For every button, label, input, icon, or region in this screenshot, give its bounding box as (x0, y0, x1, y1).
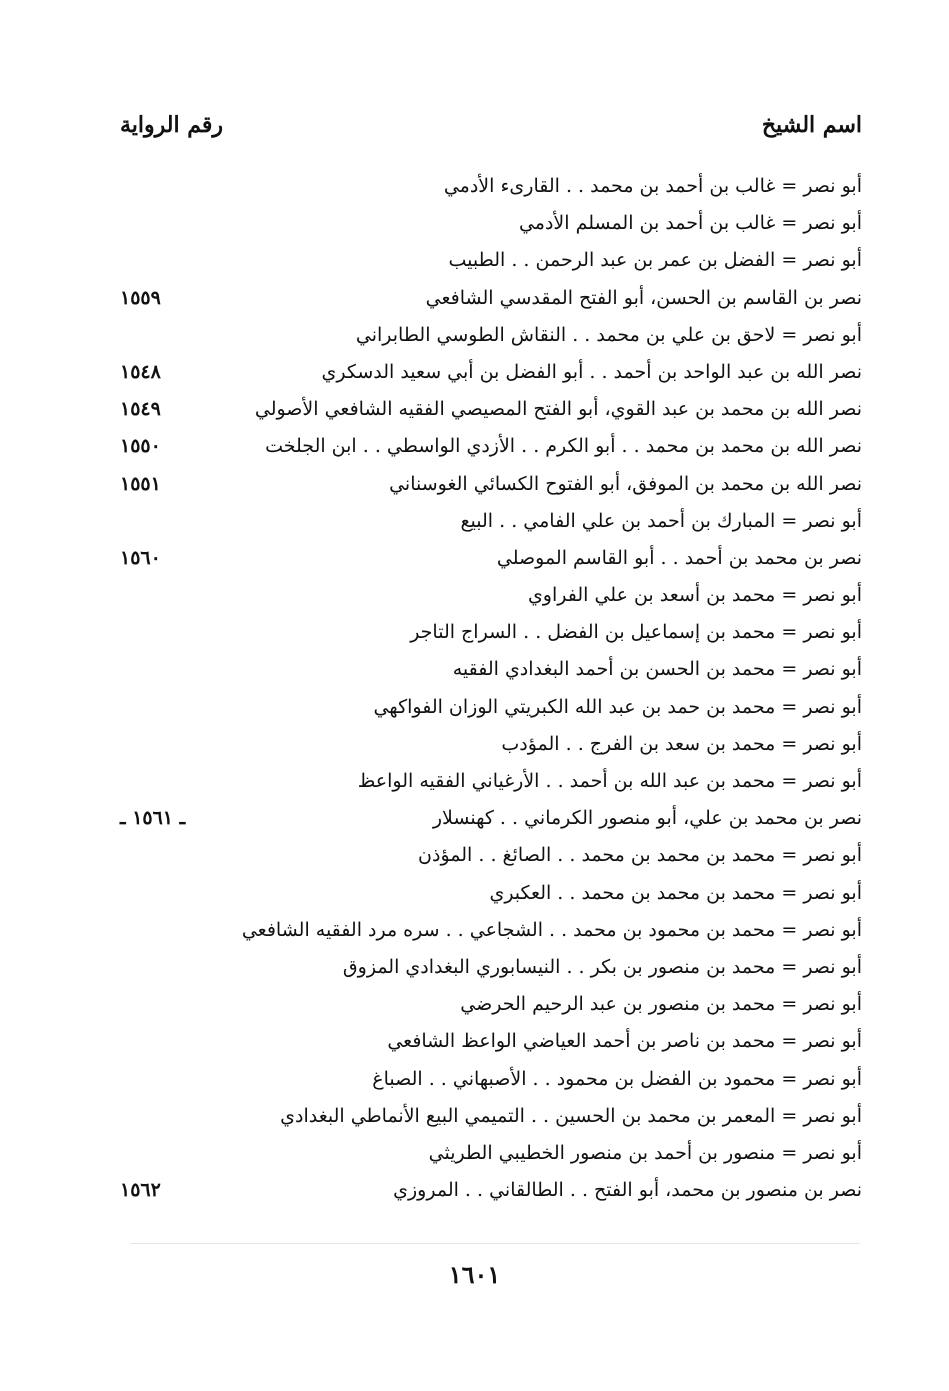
footer-divider (130, 1243, 860, 1244)
narration-number: ١٥٤٨ (120, 360, 161, 383)
sheikh-name: أبو نصر = محمد بن منصور بن عبد الرحيم الحرضي (460, 993, 862, 1016)
narration-number: ١٥٦٢ (120, 1179, 161, 1202)
list-item (120, 317, 862, 354)
sheikh-name: أبو نصر = الفضل بن عمر بن عبد الرحمن . . الطبيب (448, 249, 862, 272)
sheikh-name-column-heading: اسم الشيخ (761, 112, 862, 138)
list-item (120, 1061, 862, 1098)
sheikh-name: أبو نصر = غالب بن أحمد بن محمد . . القارىء الأدمي (443, 175, 862, 197)
sheikh-name: نصر الله بن محمد بن عبد القوي، أبو الفتح المصيصي الفقيه الشافعي الأصولي (254, 398, 862, 421)
list-item (120, 242, 862, 279)
narration-number: ١٥٥٩ (120, 286, 161, 309)
entries-list (120, 168, 862, 1209)
list-item (120, 726, 862, 763)
list-item (120, 391, 862, 428)
narration-number: ١٥٦٠ (120, 546, 161, 569)
list-item (120, 800, 862, 837)
sheikh-name: نصر بن محمد بن أحمد . . أبو القاسم الموصلي (496, 546, 862, 569)
list-item (120, 875, 862, 912)
list-item (120, 1023, 862, 1060)
sheikh-name: أبو نصر = محمد بن منصور بن بكر . . النيسابوري البغدادي المزوق (342, 955, 862, 978)
list-item (120, 949, 862, 986)
sheikh-name: نصر بن منصور بن محمد، أبو الفتح . . الطالقاني . . المروزي (393, 1179, 862, 1202)
list-item (120, 651, 862, 688)
list-item (120, 1098, 862, 1135)
sheikh-name: أبو نصر = المبارك بن أحمد بن علي الفامي . . البيع (460, 509, 862, 532)
list-item (120, 837, 862, 874)
list-item (120, 280, 862, 317)
sheikh-name: أبو نصر = محمد بن أسعد بن علي الفراوي (527, 584, 862, 607)
sheikh-name: أبو نصر = محمد بن محمود بن محمد . . الشجاعي . . سره مرد الفقيه الشافعي (241, 918, 862, 941)
sheikh-name: نصر الله بن محمد بن محمد . . أبو الكرم . . الأزدي الواسطي . . ابن الجلخت (265, 435, 862, 458)
list-item (120, 428, 862, 465)
sheikh-name: أبو نصر = محمد بن ناصر بن أحمد العياضي الواعظ الشافعي (387, 1030, 862, 1053)
list-item (120, 1172, 862, 1209)
narration-number: ١٥٥١ (120, 472, 161, 495)
sheikh-name: نصر الله بن محمد بن الموفق، أبو الفتوح الكسائي الغوسناني (389, 472, 862, 495)
list-item (120, 354, 862, 391)
sheikh-name: أبو نصر = محمد بن سعد بن الفرج . . المؤدب (501, 732, 862, 755)
list-item (120, 577, 862, 614)
sheikh-name: أبو نصر = محمد بن إسماعيل بن الفضل . . السراج التاجر (410, 621, 862, 644)
narration-number-column-heading: رقم الرواية (120, 112, 224, 138)
sheikh-name: نصر بن محمد بن علي، أبو منصور الكرماني . . كهنسلار (432, 807, 862, 830)
sheikh-name: أبو نصر = المعمر بن محمد بن الحسين . . التميمي البيع الأنماطي البغدادي (280, 1104, 862, 1127)
list-item (120, 912, 862, 949)
list-item (120, 689, 862, 726)
sheikh-name: أبو نصر = غالب بن أحمد بن المسلم الأدمي (518, 212, 862, 235)
sheikh-name: أبو نصر = لاحق بن علي بن محمد . . النقاش الطوسي الطابراني (355, 323, 862, 346)
sheikh-name: أبو نصر = محمد بن الحسن بن أحمد البغدادي الفقيه (452, 658, 862, 681)
narration-number: ١٥٥٠ (120, 435, 161, 458)
sheikh-name: نصر بن القاسم بن الحسن، أبو الفتح المقدسي الشافعي (425, 286, 862, 309)
list-item (120, 763, 862, 800)
list-item (120, 540, 862, 577)
list-item (120, 503, 862, 540)
page-number: ١٦٠١ (448, 1260, 501, 1289)
sheikh-name: أبو نصر = محمد بن محمد بن محمد . . الصائغ . . المؤذن (418, 844, 862, 867)
sheikh-name: أبو نصر = محمد بن عبد الله بن أحمد . . الأرغياني الفقيه الواعظ (357, 770, 862, 792)
list-item (120, 614, 862, 651)
list-item (120, 466, 862, 503)
sheikh-name: أبو نصر = محمد بن حمد بن عبد الله الكبريتي الوزان الفواكهي (373, 695, 862, 718)
list-item (120, 986, 862, 1023)
sheikh-name: أبو نصر = محمد بن محمد بن محمد . . العكبري (489, 881, 862, 904)
narration-number: ـ ١٥٦١ ـ (120, 807, 186, 830)
sheikh-name: أبو نصر = منصور بن أحمد بن منصور الخطيبي الطريثي (428, 1141, 862, 1164)
narration-number: ١٥٤٩ (120, 398, 161, 421)
sheikh-name: نصر الله بن عبد الواحد بن أحمد . . أبو الفضل بن أبي سعيد الدسكري (321, 360, 862, 383)
list-item (120, 205, 862, 242)
table-header (120, 112, 862, 152)
sheikh-name: أبو نصر = محمود بن الفضل بن محمود . . الأصبهاني . . الصباغ (372, 1067, 862, 1090)
list-item (120, 168, 862, 205)
list-item (120, 1135, 862, 1172)
